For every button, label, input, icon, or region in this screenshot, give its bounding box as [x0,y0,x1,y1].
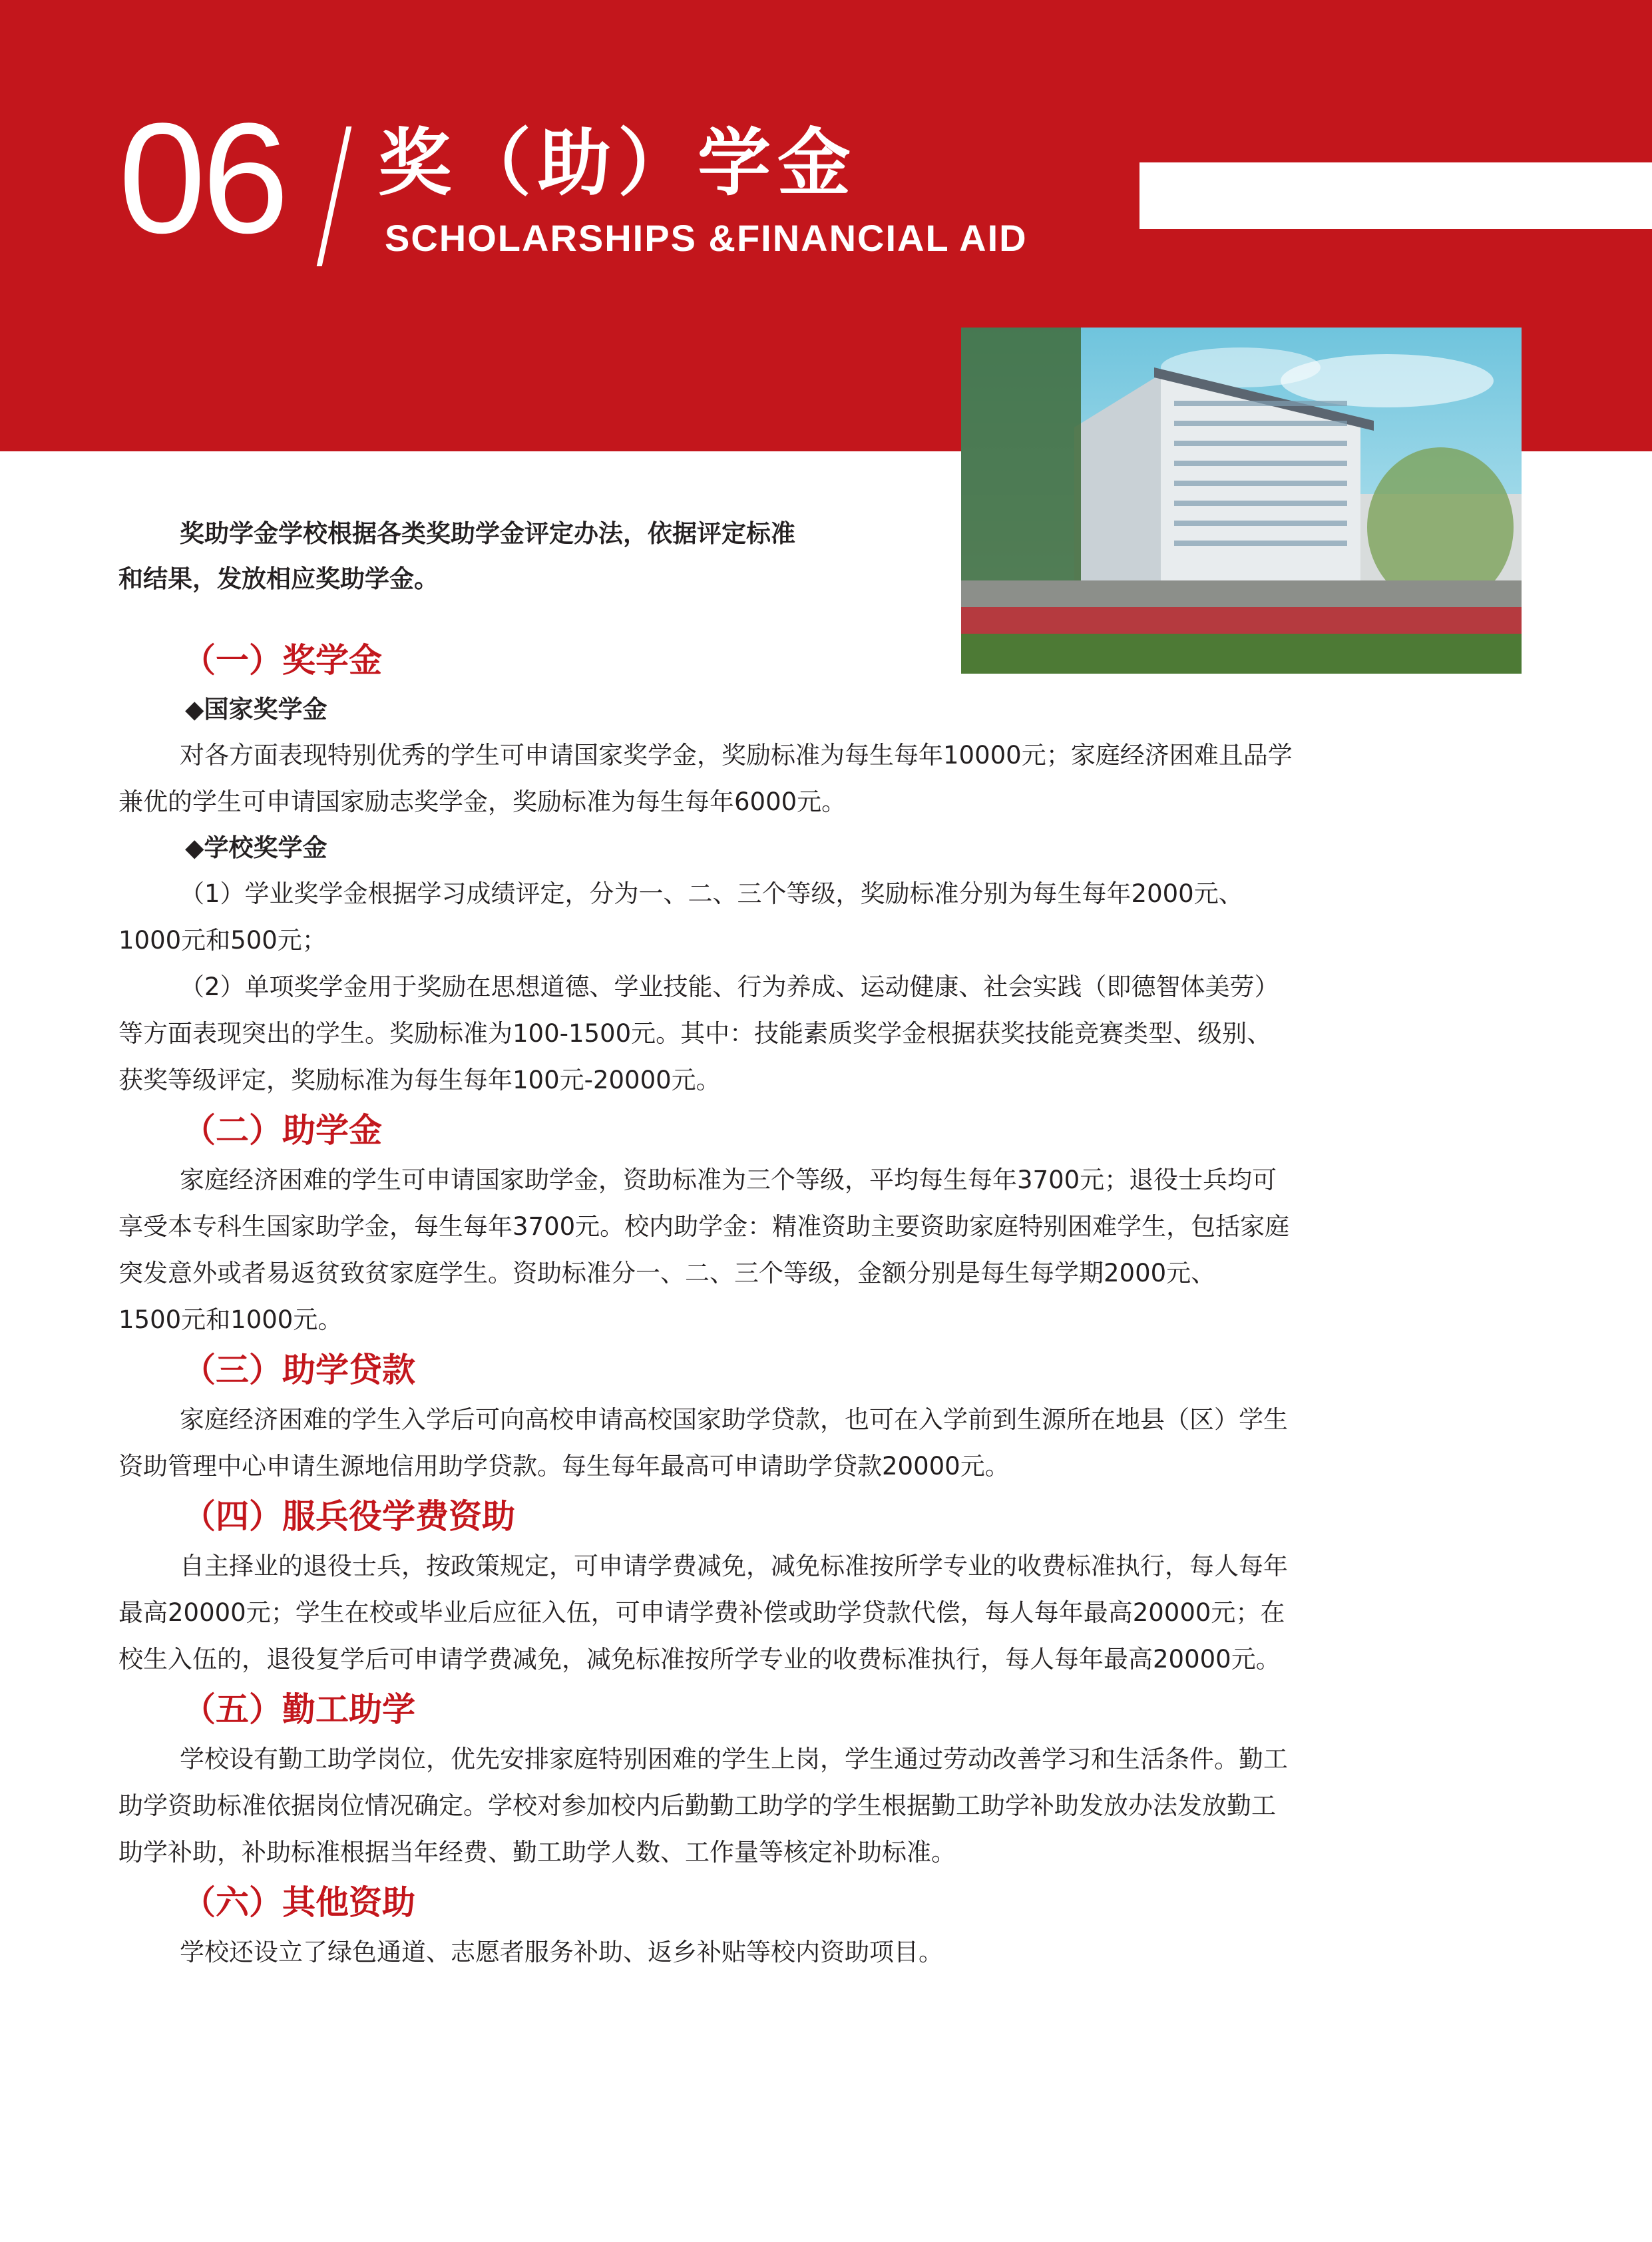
text-line: 兼优的学生可申请国家励志奖学金，奖励标准为每生每年6000元。 [118,787,847,816]
section-title: （一）奖学金 [182,641,382,680]
paragraph [118,964,1456,1104]
intro-line-2: 和结果，发放相应奖助学金。 [118,564,439,593]
paragraph [118,1543,1456,1683]
paragraph [118,732,1456,825]
text-line: 1500元和1000元。 [118,1305,343,1334]
text-line: 助学补助，补助标准根据当年经费、勤工助学人数、工作量等核定补助标准。 [118,1838,956,1867]
section-scholarship [118,634,1456,1104]
section-title: （五）勤工助学 [182,1690,415,1729]
text-line: （1）学业奖学金根据学习成绩评定，分为一、二、三个等级，奖励标准分别为每生每年2000元、 [180,879,1243,908]
text-line: （2）单项奖学金用于奖励在思想道德、学业技能、行为养成、运动健康、社会实践（即德智体美劳） [180,973,1279,1001]
section-title: （三）助学贷款 [182,1351,415,1389]
text-line: 家庭经济困难的学生可申请国家助学金，资助标准为三个等级，平均每生每年3700元；退役士兵均可 [180,1166,1277,1194]
paragraph [118,1157,1456,1343]
section-title: （四）服兵役学费资助 [182,1497,515,1536]
section-title: （六）其他资助 [182,1883,415,1922]
section-military-tuition [118,1490,1456,1683]
paragraph [118,871,1456,964]
main-content [118,634,1456,1976]
text-line: 校生入伍的，退役复学后可申请学费减免，减免标准按所学专业的收费标准执行，每人每年最高20000元。 [118,1645,1281,1674]
paragraph [118,1736,1456,1876]
section-student-loan [118,1343,1456,1490]
paragraph [118,1929,1456,1976]
text-line: 资助管理中心申请生源地信用助学贷款。每生每年最高可申请助学贷款20000元。 [118,1452,1010,1480]
text-line: 助学资助标准依据岗位情况确定。学校对参加校内后勤勤工助学的学生根据勤工助学补助发放办法发放勤工 [118,1791,1276,1820]
text-line: 享受本专科生国家助学金，每生每年3700元。校内助学金：精准资助主要资助家庭特别困难学生，包括家庭 [118,1212,1290,1241]
text-line: 突发意外或者易返贫致贫家庭学生。资助标准分一、二、三个等级，金额分别是每生每学期2000元、 [118,1259,1216,1287]
text-line: 对各方面表现特别优秀的学生可申请国家奖学金，奖励标准为每生每年10000元；家庭经济困难且品学 [180,741,1293,770]
section-title: （二）助学金 [182,1111,382,1150]
subsection-title: ◆国家奖学金 [185,695,327,724]
paragraph [118,1397,1456,1490]
intro-line-1: 奖助学金学校根据各类奖助学金评定办法，依据评定标准 [180,519,795,548]
text-line: 等方面表现突出的学生。奖励标准为100-1500元。其中：技能素质奖学金根据获奖技能竞赛类型、级别、 [118,1019,1272,1048]
decorative-bar [1139,162,1652,229]
text-line: 获奖等级评定，奖励标准为每生每年100元-20000元。 [118,1066,721,1094]
page-subtitle-english: SCHOLARSHIPS &FINANCIAL AID [385,217,1028,259]
text-line: 1000元和500元； [118,926,327,955]
text-line: 学校设有勤工助学岗位，优先安排家庭特别困难的学生上岗，学生通过劳动改善学习和生活条件。勤工 [180,1745,1288,1773]
campus-building-photo [961,328,1522,674]
intro-paragraph [118,511,917,602]
chapter-number: 06 [118,91,286,266]
text-line: 最高20000元；学生在校或毕业后应征入伍，可申请学费补偿或助学贷款代偿，每人每年最高20000元；在 [118,1598,1285,1627]
section-other-aid [118,1876,1456,1976]
section-grant [118,1104,1456,1343]
text-line: 家庭经济困难的学生入学后可向高校申请高校国家助学贷款，也可在入学前到生源所在地县（区）学生 [180,1405,1288,1434]
text-line: 学校还设立了绿色通道、志愿者服务补助、返乡补贴等校内资助项目。 [180,1938,943,1966]
text-line: 自主择业的退役士兵，按政策规定，可申请学费减免，减免标准按所学专业的收费标准执行，每人每年 [180,1552,1288,1580]
subsection-title: ◆学校奖学金 [185,833,327,862]
page-title: 奖（助）学金 [378,120,857,206]
section-work-study [118,1683,1456,1876]
